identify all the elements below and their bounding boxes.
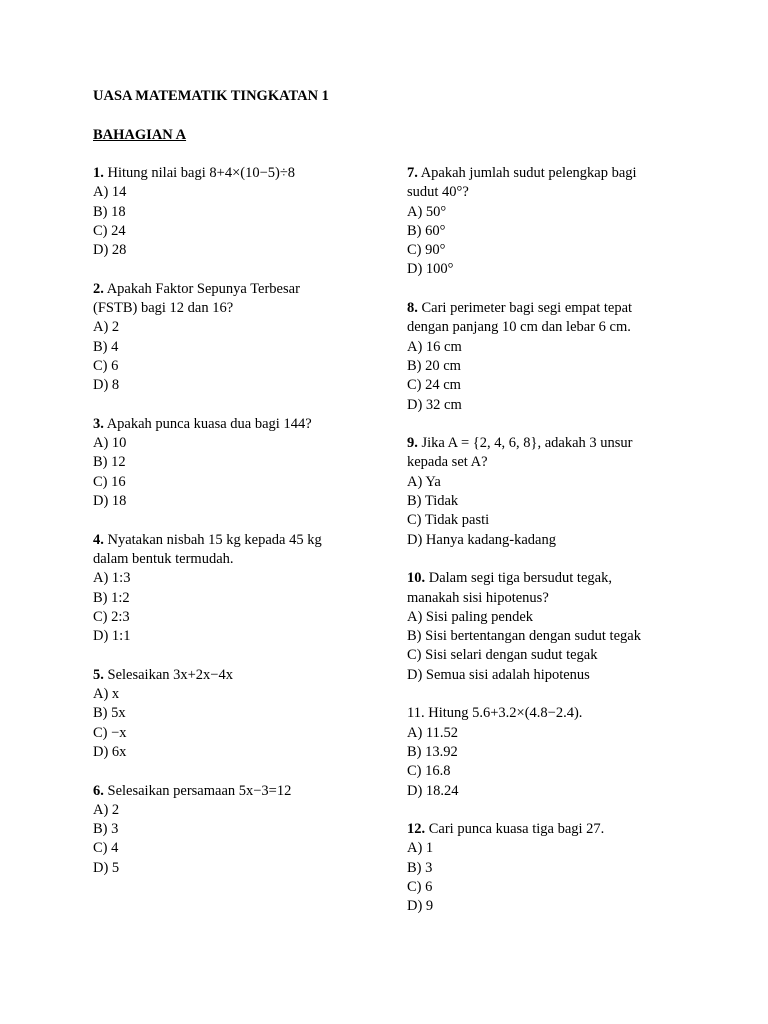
option-c: C) 16.8 (407, 763, 451, 780)
option-b: B) 18 (93, 203, 126, 220)
question-7 (407, 164, 657, 280)
option-c: C) 24 cm (407, 377, 461, 394)
right-column (407, 164, 677, 936)
option-d: D) 28 (93, 242, 127, 259)
option-a: A) 16 cm (407, 338, 462, 355)
question-body: Apakah jumlah sudut pelengkap bagi sudut 40°? (407, 165, 637, 201)
option-c: C) 6 (407, 878, 433, 895)
question-text (407, 434, 657, 473)
option-d: D) 1:1 (93, 628, 131, 645)
question-number: 2. (93, 280, 104, 297)
question-body: Selesaikan 3x+2x−4x (107, 666, 233, 683)
option-a: A) 1 (407, 840, 434, 857)
option-b: B) 12 (93, 454, 126, 471)
question-number: 11. (407, 705, 425, 722)
question-text (93, 531, 333, 570)
question-text (93, 280, 313, 319)
question-body: Nyatakan nisbah 15 kg kepada 45 kg dalam bentuk termudah. (93, 531, 322, 567)
question-body: Hitung nilai bagi 8+4×(10−5)÷8 (107, 165, 296, 181)
question-4 (93, 531, 333, 647)
question-text (407, 299, 657, 338)
option-c: C) Sisi selari dengan sudut tegak (407, 647, 598, 664)
option-b: B) 5x (93, 705, 126, 722)
question-text (407, 164, 657, 203)
option-a: A) 2 (93, 319, 120, 336)
option-c: C) 24 (93, 222, 126, 239)
option-d: D) 18.24 (407, 782, 459, 799)
option-a: A) 50° (407, 203, 447, 220)
question-body: Hitung 5.6+3.2×(4.8−2.4). (428, 705, 583, 722)
option-c: C) Tidak pasti (407, 512, 490, 529)
question-10 (407, 569, 657, 685)
option-c: C) 90° (407, 242, 446, 259)
document-title: UASA MATEMATIK TINGKATAN 1 (93, 88, 329, 104)
option-b: B) 13.92 (407, 743, 458, 760)
option-b: B) 4 (93, 338, 119, 355)
option-b: B) 60° (407, 222, 446, 239)
option-d: D) Hanya kadang-kadang (407, 531, 556, 548)
left-column (93, 164, 358, 897)
question-body: Cari punca kuasa tiga bagi 27. (428, 821, 605, 838)
option-a: A) 10 (93, 435, 127, 452)
option-a: A) 11.52 (407, 724, 459, 741)
option-b: B) 20 cm (407, 357, 461, 374)
question-number: 12. (407, 821, 426, 838)
option-b: B) Tidak (407, 493, 459, 510)
option-d: D) 32 cm (407, 396, 462, 413)
question-9 (407, 434, 657, 550)
question-number: 3. (93, 415, 104, 432)
option-d: D) Semua sisi adalah hipotenus (407, 666, 590, 683)
question-body: Selesaikan persamaan 5x−3=12 (107, 782, 292, 799)
question-body: Dalam segi tiga bersudut tegak, manakah sisi hipotenus? (407, 570, 612, 606)
question-body: Apakah punca kuasa dua bagi 144? (106, 415, 312, 432)
option-d: D) 5 (93, 859, 120, 876)
question-number: 4. (93, 531, 104, 548)
question-number: 6. (93, 782, 104, 799)
question-number: 1. (93, 165, 104, 181)
question-body: Jika A = {2, 4, 6, 8}, adakah 3 unsur kepada set A? (407, 435, 633, 471)
option-b: B) 1:2 (93, 589, 130, 606)
option-a: A) Sisi paling pendek (407, 608, 534, 625)
option-c: C) 16 (93, 473, 126, 490)
option-c: C) 6 (93, 357, 119, 374)
question-text (407, 820, 677, 839)
option-d: D) 18 (93, 493, 127, 510)
question-5 (93, 666, 358, 762)
question-number: 7. (407, 165, 418, 181)
question-number: 10. (407, 570, 426, 587)
question-number: 5. (93, 666, 104, 683)
question-text (93, 666, 358, 685)
option-a: A) 14 (93, 184, 127, 201)
question-text (407, 704, 677, 723)
option-d: D) 9 (407, 898, 434, 915)
question-text (407, 569, 657, 608)
option-d: D) 6x (93, 743, 127, 760)
option-a: A) 2 (93, 801, 120, 818)
question-11 (407, 704, 677, 800)
question-number: 8. (407, 300, 418, 317)
question-text (93, 415, 358, 434)
question-body: Apakah Faktor Sepunya Terbesar (FSTB) bagi 12 dan 16? (93, 280, 300, 317)
question-6 (93, 782, 358, 878)
option-c: C) −x (93, 724, 127, 741)
option-b: B) Sisi bertentangan dengan sudut tegak (407, 628, 641, 645)
option-b: B) 3 (93, 821, 119, 838)
question-8 (407, 299, 657, 415)
question-2 (93, 280, 313, 396)
question-1 (93, 164, 358, 260)
question-body: Cari perimeter bagi segi empat tepat dengan panjang 10 cm dan lebar 6 cm. (407, 300, 633, 336)
question-number: 9. (407, 435, 418, 452)
option-b: B) 3 (407, 859, 433, 876)
question-3 (93, 415, 358, 511)
section-heading: BAHAGIAN A (93, 127, 187, 143)
option-c: C) 4 (93, 840, 119, 857)
option-d: D) 8 (93, 377, 120, 394)
option-a: A) 1:3 (93, 570, 131, 587)
option-c: C) 2:3 (93, 608, 130, 625)
question-text (93, 782, 358, 801)
option-a: A) x (93, 686, 120, 703)
option-d: D) 100° (407, 261, 454, 278)
question-12 (407, 820, 677, 916)
question-text (93, 164, 358, 183)
option-a: A) Ya (407, 473, 441, 490)
